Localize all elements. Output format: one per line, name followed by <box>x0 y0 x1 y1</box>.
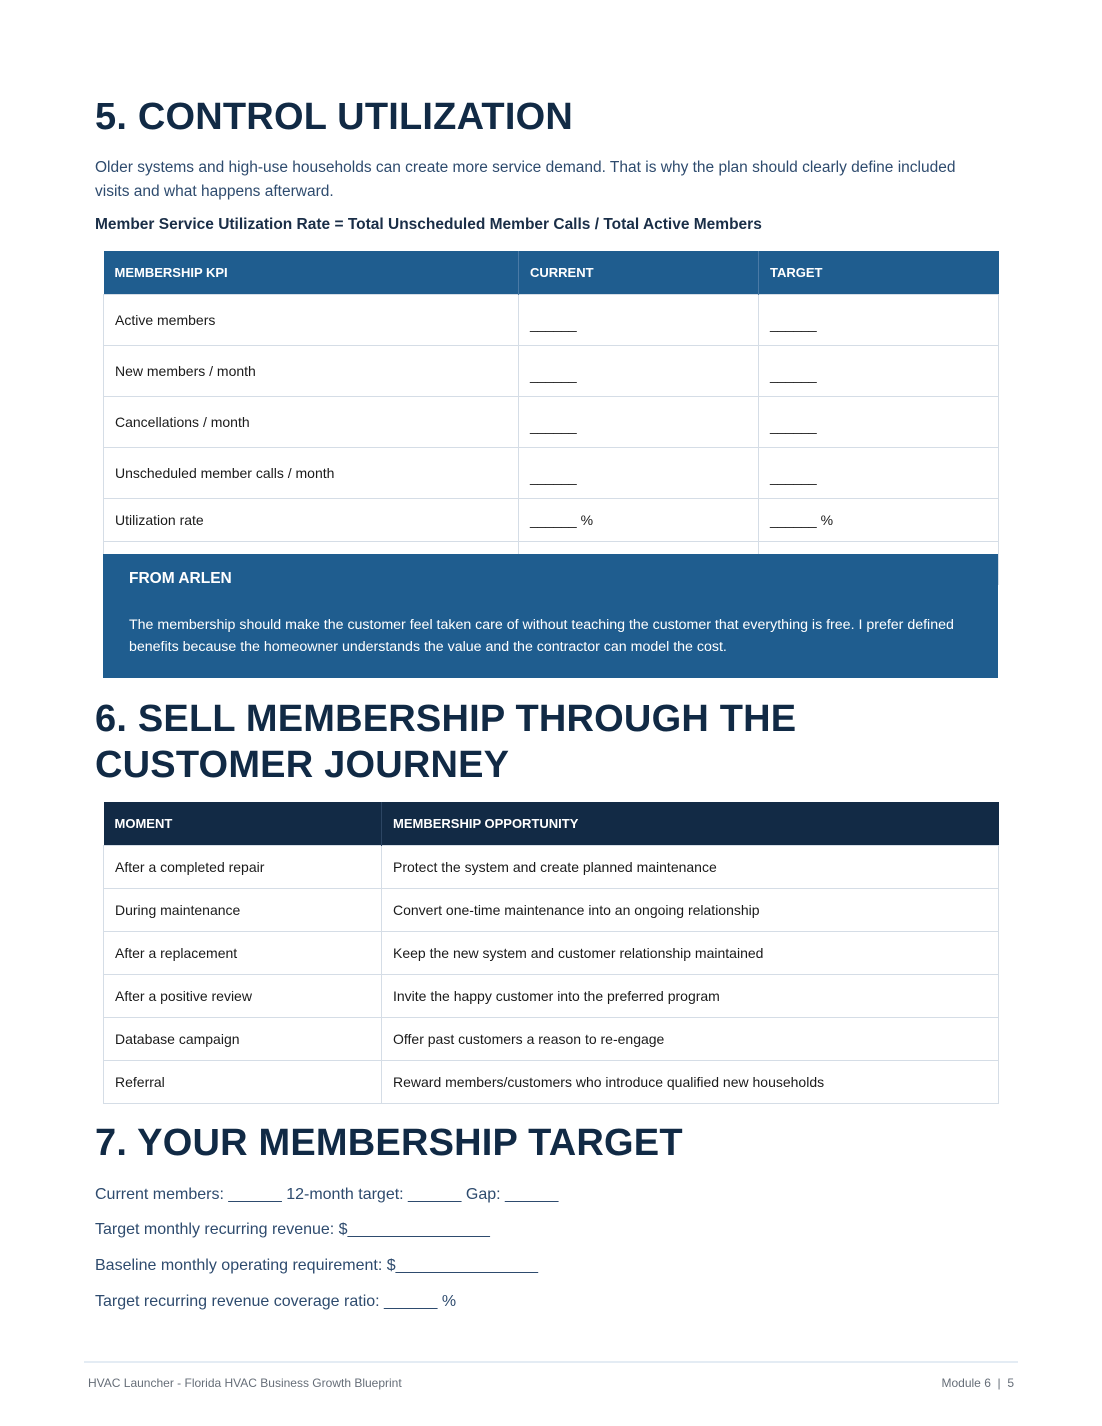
current-blank: ______ % <box>519 499 759 542</box>
callout-body: The membership should make the customer feel taken care of without teaching the customer that everything is free. I prefer defined benefits because the homeowner understands the value and the contractor can model the cost. <box>129 617 954 655</box>
section-7-title: 7. YOUR MEMBERSHIP TARGET <box>95 1122 683 1164</box>
kpi-label: New members / month <box>104 346 519 397</box>
target-blank: ______ % <box>759 499 999 542</box>
opportunity-cell: Keep the new system and customer relationship maintained <box>382 932 999 975</box>
opportunity-cell: Protect the system and create planned maintenance <box>382 846 999 889</box>
target-blank: ______ <box>759 397 999 448</box>
column-header: CURRENT <box>519 251 759 295</box>
table-row <box>104 932 999 975</box>
kpi-label: Active members <box>104 295 519 346</box>
arlen-callout <box>103 554 998 678</box>
column-header: MOMENT <box>104 802 382 846</box>
table-row <box>104 295 999 346</box>
opportunity-cell: Invite the happy customer into the preferred program <box>382 975 999 1018</box>
kpi-label: Unscheduled member calls / month <box>104 448 519 499</box>
table-header-row <box>104 802 999 846</box>
section-6-title: 6. SELL MEMBERSHIP THROUGH THE CUSTOMER JOURNEY <box>95 698 797 786</box>
target-blank: ______ <box>759 448 999 499</box>
current-blank: ______ <box>519 295 759 346</box>
moment-cell: After a positive review <box>104 975 382 1018</box>
moment-cell: Database campaign <box>104 1018 382 1061</box>
table-header-row <box>104 251 999 295</box>
target-blank: ______ <box>759 295 999 346</box>
table-row <box>104 975 999 1018</box>
moment-cell: During maintenance <box>104 889 382 932</box>
moment-cell: Referral <box>104 1061 382 1104</box>
column-header: MEMBERSHIP OPPORTUNITY <box>382 802 999 846</box>
footer-title: HVAC Launcher - Florida HVAC Business Growth Blueprint <box>88 1376 402 1390</box>
table-row <box>104 448 999 499</box>
opportunity-cell: Offer past customers a reason to re-engage <box>382 1018 999 1061</box>
table-row <box>104 889 999 932</box>
current-blank: ______ <box>519 346 759 397</box>
opportunity-cell: Convert one-time maintenance into an ongoing relationship <box>382 889 999 932</box>
current-blank: ______ <box>519 397 759 448</box>
section-5-title: 5. CONTROL UTILIZATION <box>95 96 573 138</box>
target-line-coverage-ratio: Target recurring revenue coverage ratio: ______ % <box>95 1293 457 1310</box>
footer-page-number: Module 6 | 5 <box>941 1376 1014 1390</box>
moment-cell: After a completed repair <box>104 846 382 889</box>
callout-title: FROM ARLEN <box>129 570 232 587</box>
table-row <box>104 397 999 448</box>
table-row <box>104 1018 999 1061</box>
table-row <box>104 346 999 397</box>
column-header: MEMBERSHIP KPI <box>104 251 519 295</box>
section-5-intro: Older systems and high-use households can create more service demand. That is why the plan should clearly define included visits and what happens afterward. <box>95 159 956 200</box>
customer-journey-table <box>103 802 999 1104</box>
target-blank: ______ <box>759 346 999 397</box>
column-header: TARGET <box>759 251 999 295</box>
table-row <box>104 499 999 542</box>
membership-kpi-table <box>103 251 999 585</box>
target-line-recurring-revenue: Target monthly recurring revenue: $________________ <box>95 1221 490 1238</box>
kpi-label: Utilization rate <box>104 499 519 542</box>
utilization-formula: Member Service Utilization Rate = Total Unscheduled Member Calls / Total Active Members <box>95 216 762 233</box>
kpi-label: Cancellations / month <box>104 397 519 448</box>
moment-cell: After a replacement <box>104 932 382 975</box>
current-blank: ______ <box>519 448 759 499</box>
target-line-members: Current members: ______ 12-month target: ______ Gap: ______ <box>95 1186 559 1203</box>
opportunity-cell: Reward members/customers who introduce qualified new households <box>382 1061 999 1104</box>
table-row <box>104 846 999 889</box>
footer-divider <box>84 1361 1018 1363</box>
table-row <box>104 1061 999 1104</box>
target-line-operating-requirement: Baseline monthly operating requirement: $________________ <box>95 1257 538 1274</box>
